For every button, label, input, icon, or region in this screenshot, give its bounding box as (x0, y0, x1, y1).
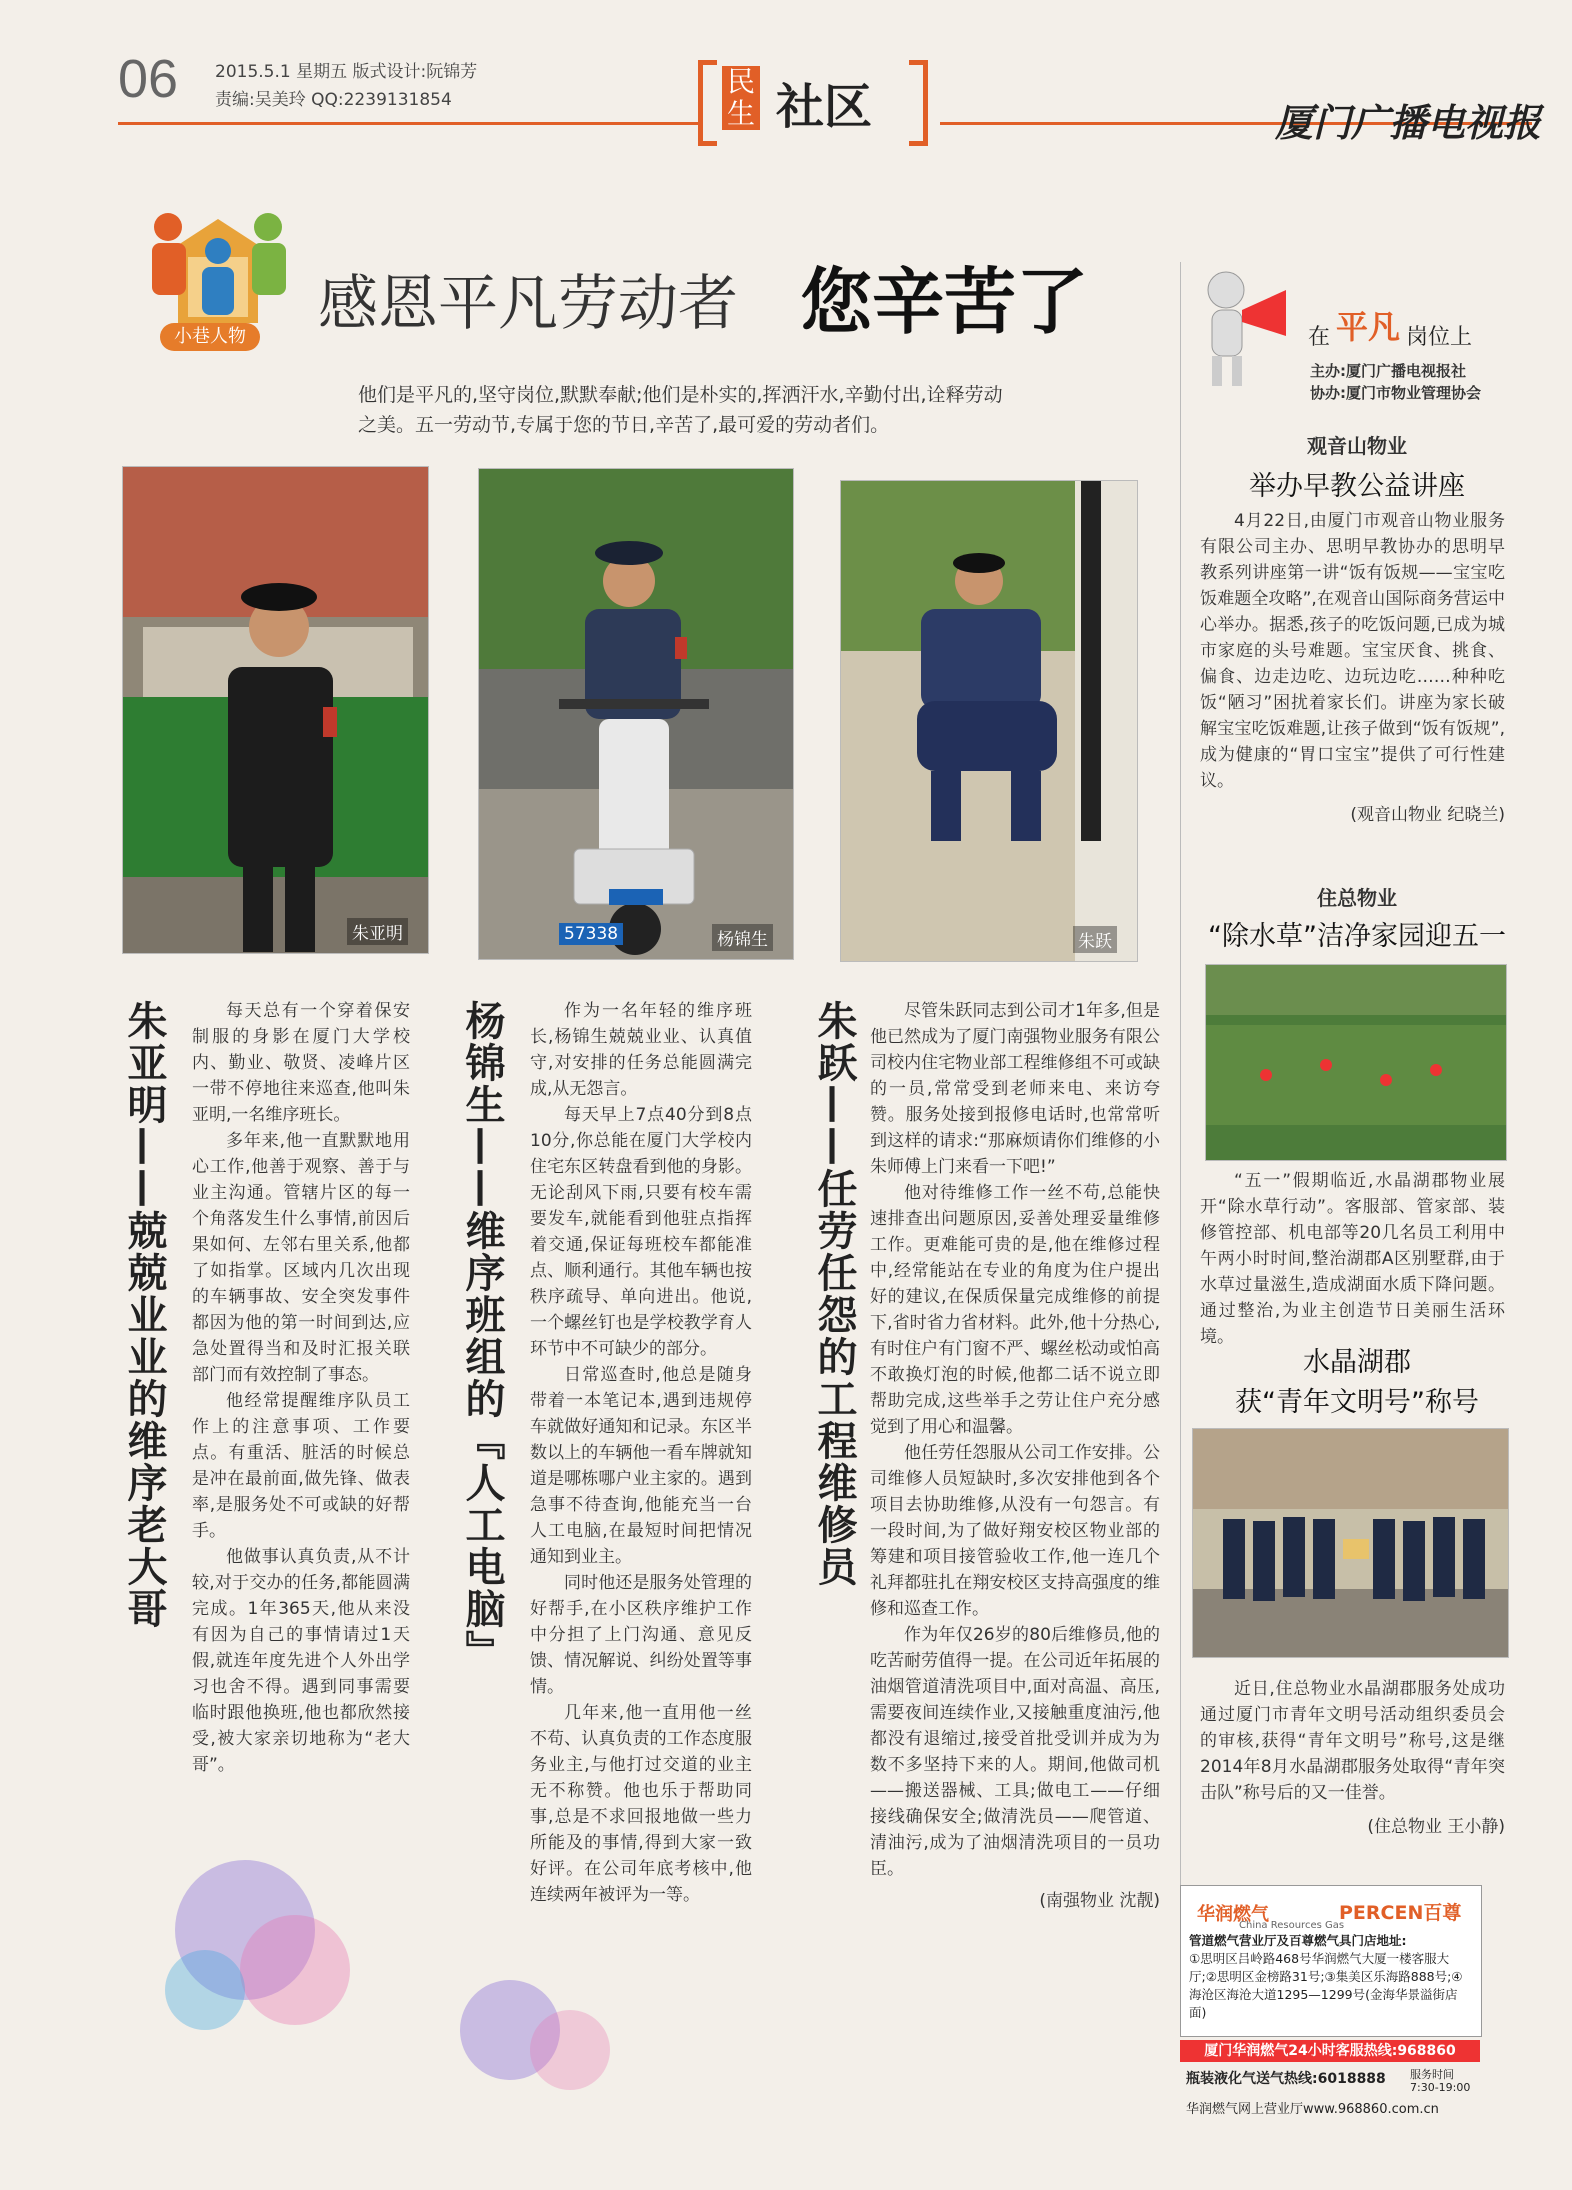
repairman-image (841, 481, 1137, 961)
ad-lpg-hours: 服务时间 7:30-19:00 (1410, 2068, 1471, 2094)
section-title (698, 60, 928, 138)
story1-headline: 朱亚明——兢兢业业的维序老大哥 (121, 1000, 167, 1630)
sponsor-line: 主办:厦门广播电视报社 (1310, 362, 1466, 380)
article1-signature: (观音山物业 纪晓兰) (1350, 805, 1505, 825)
scooter-plate: 57338 (559, 923, 623, 945)
co-sponsor-line: 协办:厦门市物业管理协会 (1310, 384, 1481, 402)
masthead-logo: 厦门广播电视报 (1275, 100, 1542, 145)
story2-paragraph: 几年来,他一直用他一丝不苟、认真负责的工作态度服务业主,与他打过交道的业主无不称赞。他也乐于帮助同事,总是不求回报地做一些力所能及的事情,得到大家一致好评。在公司年底考核中,他连续两年被评为一等。 (530, 1703, 752, 1905)
ad-logos (1189, 1892, 1473, 1931)
flower-decoration-left (125, 1760, 425, 2060)
feature-title-right: 您辛苦了 (800, 260, 1089, 344)
story2-headline: 杨锦生——维序班组的『人工电脑』 (459, 1000, 505, 1672)
story1-body (192, 998, 410, 1778)
banner-pingfan: 平凡 (1336, 308, 1401, 346)
gas-advertisement (1180, 1885, 1482, 2037)
ad-brand-en: China Resources Gas (1239, 1920, 1345, 1931)
article1-kicker: 观音山物业 (1307, 434, 1407, 458)
ad-hotline: 厦门华润燃气24小时客服热线:968860 (1180, 2040, 1480, 2062)
story3-paragraph: 作为年仅26岁的80后维修员,他的吃苦耐劳值得一提。在公司近年拓展的油烟管道清洗项目中,面对高温、高压,需要夜间连续作业,又接触重度油污,他都没有退缩过,接受首批受训并成为为数不多坚持下来的人。期间,他做司机——搬送器械、工具;做电工——仔细接线确保安全;做清洗员——爬管道、清油污,成为了油烟清洗项目的一员功臣。 (870, 1625, 1160, 1879)
article3-body (1200, 1676, 1505, 1840)
ad-website: 华润燃气网上营业厅www.968860.com.cn (1186, 2102, 1439, 2117)
sidebar-banner (1190, 260, 1520, 405)
article1-title: 举办早教公益讲座 (1249, 471, 1465, 502)
ad-address-title: 管道燃气营业厅及百尊燃气具门店地址: (1189, 1933, 1407, 1948)
story1-paragraph: 他做事认真负责,从不计较,对于交办的任务,都能圆满完成。1年365天,他从来没有因为自己的事情请过1天假,就连年度先进个人外出学习也舍不得。遇到同事需要临时跟他换班,他也都欣然接受,被大家亲切地称为“老大哥”。 (192, 1547, 410, 1775)
photo-caption-2: 杨锦生 (712, 924, 773, 951)
section-bracket-right (909, 60, 928, 146)
story2-paragraph: 作为一名年轻的维序班长,杨锦生兢兢业业、认真值守,对安排的任务总能圆满完成,从无怨言。 (530, 1001, 752, 1099)
article3-title-line2: 获“青年文明号”称号 (1235, 1387, 1479, 1418)
section-small-label: 民生 (722, 66, 760, 130)
alley-people-logo (138, 205, 298, 355)
ad-brand-cn: 华润燃气 (1197, 1904, 1269, 1925)
page-number: 06 (118, 49, 179, 109)
date-line: 2015.5.1 星期五 版式设计:阮锦芳 (215, 62, 478, 82)
feature-intro: 他们是平凡的,坚守岗位,默默奉献;他们是朴实的,挥洒汗水,辛勤付出,诠释劳动之美。五一劳动节,专属于您的节日,辛苦了,最可爱的劳动者们。 (358, 384, 1003, 436)
photo-zhu-yue (840, 480, 1138, 962)
header-rule-left (118, 122, 698, 125)
section-bracket-left (698, 60, 717, 146)
story3-paragraph: 尽管朱跃同志到公司才1年多,但是他已然成为了厦门南强物业服务有限公司校内住宅物业部工程维修组不可或缺的一员,常常受到老师来电、来访夸赞。服务处接到报修电话时,也常常听到这样的请求:“那麻烦请你们维修的小朱师傅上门来看一下吧!” (870, 1001, 1160, 1177)
staff-group-image (1193, 1429, 1508, 1657)
story2-body (530, 998, 752, 1908)
story3-signature: (南强物业 沈靓) (1039, 1891, 1160, 1911)
article1-body (1200, 508, 1505, 828)
photo-caption-1: 朱亚明 (347, 918, 408, 945)
article1-text: 4月22日,由厦门市观音山物业服务有限公司主办、思明早教协办的思明早教系列讲座第一讲“饭有饭规——宝宝吃饭难题全攻略”,在观音山国际商务营运中心举办。据悉,孩子的吃饭问题,已成为城市家庭的头号难题。宝宝厌食、挑食、偏食、边走边吃、边玩边吃……种种吃饭“陋习”困扰着家长们。讲座为家长破解宝宝吃饭难题,让孩子做到“饭有饭规”,成为健康的“胃口宝宝”提供了可行性建议。 (1200, 511, 1505, 791)
ad-address (1189, 1932, 1473, 2022)
story2-paragraph: 同时他还是服务处管理的好帮手,在小区秩序维护工作中分担了上门沟通、意见反馈、情况解说、纠纷处置等事情。 (530, 1573, 752, 1697)
story3-headline: 朱跃——任劳任怨的工程维修员 (811, 1000, 857, 1588)
flower-decoration-right (420, 1950, 680, 2110)
article2-text: “五一”假期临近,水晶湖郡物业展开“除水草行动”。客服部、管家部、装修管控部、机电部等20几名员工利用中午两小时时间,整治湖郡A区别墅群,由于水草过量滋生,造成湖面水质下降问题。通过整治,为业主创造节日美丽生活环境。 (1200, 1171, 1505, 1347)
article2-kicker: 住总物业 (1317, 886, 1397, 910)
feature-title-left: 感恩平凡劳动者 (318, 269, 738, 339)
ad-brand2: PERCEN百尊 (1339, 1902, 1462, 1924)
weeding-photo (1205, 964, 1507, 1161)
story2-paragraph: 每天早上7点40分到8点10分,你总能在厦门大学校内住宅东区转盘看到他的身影。无论刮风下雨,只要有校车需要发车,就能看到他驻点指挥着交通,保证每班校车都能准点、顺利通行。其他车辆也按秩序疏导、单向进出。他说,一个螺丝钉也是学校教学育人环节中不可缺少的部分。 (530, 1105, 752, 1359)
article2-body (1200, 1168, 1505, 1350)
youth-award-photo (1192, 1428, 1509, 1658)
story3-paragraph: 他对待维修工作一丝不苟,总能快速排查出问题原因,妥善处理妥量维修工作。更难能可贵的是,他在维修过程中,经常能站在专业的角度为住户提出好的建议,在保质保量完成维修的前提下,省时省力省材料。此外,他十分热心,有时住户有门窗不严、螺丝松动或怕高不敢换灯泡的时候,他都二话不说立即帮助完成,这些举手之劳让住户充分感觉到了用心和温馨。 (870, 1183, 1160, 1437)
megaphone-figure-icon (1190, 260, 1300, 390)
banner-sponsors (1310, 360, 1481, 404)
banner-gangwei: 岗位上 (1406, 325, 1473, 350)
story1-paragraph: 多年来,他一直默默地用心工作,他善于观察、善于与业主沟通。管辖片区的每一个角落发生什么事情,前因后果如何、左邻右里关系,他都了如指掌。区域内几次出现的车辆事故、安全突发事件都因为他的第一时间到达,应急处置得当和及时汇报关联部门而有效控制了事态。 (192, 1131, 410, 1385)
ad-address-list: ①思明区吕岭路468号华润燃气大厦一楼客服大厅;②思明区金榜路31号;③集美区乐海路888号;④海沧区海沧大道1295—1299号(金海华景溢街店面) (1189, 1951, 1463, 2020)
story3-body (870, 998, 1160, 1914)
photo-yang-jinsheng (478, 468, 794, 960)
story1-paragraph: 每天总有一个穿着保安制服的身影在厦门大学校内、勤业、敬贤、凌峰片区一带不停地往来巡查,他叫朱亚明,一名维序班长。 (192, 1001, 410, 1125)
story3-paragraph: 他任劳任怨服从公司工作安排。公司维修人员短缺时,多次安排他到各个项目去协助维修,从没有一句怨言。有一段时间,为了做好翔安校区物业部的筹建和项目接管验收工作,他一连几个礼拜都驻扎在翔安校区支持高强度的维修和巡查工作。 (870, 1443, 1160, 1619)
editor-line: 责编:吴美玲 QQ:2239131854 (215, 90, 452, 110)
section-big-label: 社区 (776, 79, 873, 135)
ad-lpg-line: 瓶装液化气送气热线:6018888 (1186, 2071, 1386, 2087)
photo-zhu-yaming (122, 466, 429, 954)
story2-paragraph: 日常巡查时,他总是随身带着一本笔记本,遇到违规停车就做好通知和记录。东区半数以上的车辆他一看车牌就知道是哪栋哪户业主家的。遇到急事不待查询,他能充当一台人工电脑,在最短时间把情况通知到业主。 (530, 1365, 752, 1567)
photo-caption-3: 朱跃 (1073, 926, 1117, 953)
logo-tag: 小巷人物 (160, 323, 260, 351)
guard-scooter-image (479, 469, 793, 959)
article3-title-line1: 水晶湖郡 (1303, 1347, 1411, 1378)
story1-paragraph: 他经常提醒维序队员工作上的注意事项、工作要点。有重活、脏活的时候总是冲在最前面,做先锋、做表率,是服务处不可或缺的好帮手。 (192, 1391, 410, 1541)
article3-signature: (住总物业 王小静) (1367, 1817, 1505, 1837)
lake-weeding-image (1206, 965, 1506, 1160)
page-meta (215, 58, 477, 114)
banner-zai: 在 (1308, 325, 1331, 350)
guard-standing-image (123, 467, 428, 953)
article3-text: 近日,住总物业水晶湖郡服务处成功通过厦门市青年文明号活动组织委员会的审核,获得“青年文明号”称号,这是继2014年8月水晶湖郡服务处取得“青年突击队”称号后的又一佳誉。 (1200, 1679, 1505, 1803)
article2-title: “除水草”洁净家园迎五一 (1208, 921, 1506, 952)
sidebar-divider (1180, 262, 1181, 1942)
